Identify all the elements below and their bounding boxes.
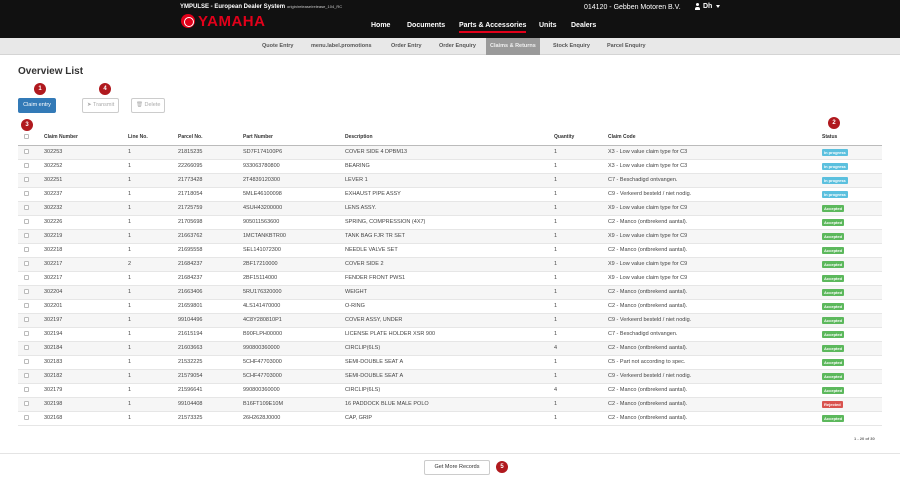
- line-no-cell: 1: [128, 243, 178, 257]
- quantity-cell: 4: [554, 341, 608, 355]
- status-cell: [822, 397, 882, 411]
- row-select-cell: [18, 145, 44, 159]
- claim-code-cell: X3 - Low value claim type for C3: [608, 145, 822, 159]
- description-cell: CIRCLIP(6LS): [345, 341, 554, 355]
- claim-number-cell: 302194: [44, 327, 128, 341]
- row-select-cell: [18, 229, 44, 243]
- claim-code-cell: C2 - Manco (ontbrekend aantal).: [608, 243, 822, 257]
- caret-down-icon: [716, 5, 720, 8]
- description-cell: CAP, GRIP: [345, 411, 554, 425]
- parcel-no-cell: 21684237: [178, 257, 243, 271]
- status-badge: In progress: [824, 177, 846, 183]
- status-badge: Accepted: [824, 275, 843, 281]
- claim-code-cell: X3 - Low value claim type for C3: [608, 159, 822, 173]
- row-checkbox[interactable]: [24, 261, 29, 266]
- part-number-cell: 4SUH43200000: [243, 201, 345, 215]
- parcel-no-cell: 21659801: [178, 299, 243, 313]
- select-all-cell: [18, 130, 44, 145]
- status-badge: Accepted: [824, 331, 843, 337]
- claim-code-cell: C9 - Verkeerd besteld / niet nodig.: [608, 369, 822, 383]
- claim-code-cell: X9 - Low value claim type for C9: [608, 257, 822, 271]
- table-row[interactable]: [18, 355, 882, 369]
- row-checkbox[interactable]: [24, 177, 29, 182]
- table-row[interactable]: [18, 299, 882, 313]
- trash-icon: 🗑: [136, 102, 145, 108]
- status-cell: [822, 229, 882, 243]
- page-title: Overview List: [18, 66, 84, 77]
- transmit-button[interactable]: [82, 98, 119, 113]
- line-no-cell: 1: [128, 271, 178, 285]
- claim-number-cell: 302201: [44, 299, 128, 313]
- line-no-cell: 1: [128, 145, 178, 159]
- version-label: origin/release/release_104_RC: [287, 4, 343, 9]
- description-cell: FENDER FRONT PWS1: [345, 271, 554, 285]
- dealer-info: 014120 - Gebben Motoren B.V.: [584, 4, 681, 11]
- col-claim-code[interactable]: Claim Code: [608, 130, 822, 145]
- claim-number-cell: 302179: [44, 383, 128, 397]
- part-number-cell: 5CHF47703000: [243, 355, 345, 369]
- claim-code-cell: C2 - Manco (ontbrekend aantal).: [608, 285, 822, 299]
- row-checkbox[interactable]: [24, 219, 29, 224]
- parcel-no-cell: 21705698: [178, 215, 243, 229]
- status-cell: [822, 159, 882, 173]
- description-cell: SEMI-DOUBLE SEAT A: [345, 369, 554, 383]
- subnav-promotions[interactable]: menu.label.promotions: [311, 43, 372, 49]
- description-cell: SEMI-DOUBLE SEAT A: [345, 355, 554, 369]
- table-row[interactable]: [18, 257, 882, 271]
- row-checkbox[interactable]: [24, 303, 29, 308]
- table-row[interactable]: [18, 271, 882, 285]
- parcel-no-cell: 99104496: [178, 313, 243, 327]
- parcel-no-cell: 21596641: [178, 383, 243, 397]
- parcel-no-cell: 21684237: [178, 271, 243, 285]
- part-number-cell: 905011563600: [243, 215, 345, 229]
- status-cell: [822, 313, 882, 327]
- table-row[interactable]: [18, 145, 882, 159]
- annotation-marker-4: 4: [99, 83, 111, 95]
- quantity-cell: 1: [554, 327, 608, 341]
- description-cell: TANK BAG FJR TR SET: [345, 229, 554, 243]
- quantity-cell: 1: [554, 159, 608, 173]
- brand-name: YAMAHA: [198, 12, 266, 30]
- annotation-marker-2: 2: [828, 117, 840, 129]
- status-cell: [822, 215, 882, 229]
- row-select-cell: [18, 257, 44, 271]
- status-badge: Accepted: [824, 373, 843, 379]
- part-number-cell: 26H2628J0000: [243, 411, 345, 425]
- yamaha-logo[interactable]: [181, 13, 265, 29]
- row-checkbox[interactable]: [24, 401, 29, 406]
- table-row[interactable]: [18, 341, 882, 355]
- description-cell: COVER SIDE 2: [345, 257, 554, 271]
- status-badge: In progress: [824, 149, 846, 155]
- row-select-cell: [18, 355, 44, 369]
- quantity-cell: 1: [554, 173, 608, 187]
- description-cell: WEIGHT: [345, 285, 554, 299]
- row-checkbox[interactable]: [24, 233, 29, 238]
- col-status[interactable]: Status: [822, 130, 882, 145]
- part-number-cell: 5CHF47703000: [243, 369, 345, 383]
- line-no-cell: 1: [128, 285, 178, 299]
- status-badge: Accepted: [824, 233, 843, 239]
- claim-code-cell: C5 - Part not according to spec.: [608, 355, 822, 369]
- claim-code-cell: X9 - Low value claim type for C9: [608, 229, 822, 243]
- table-row[interactable]: [18, 285, 882, 299]
- col-line-no[interactable]: Line No.: [128, 130, 178, 145]
- line-no-cell: 1: [128, 397, 178, 411]
- table-header-row: [18, 130, 882, 145]
- line-no-cell: 1: [128, 187, 178, 201]
- status-cell: [822, 173, 882, 187]
- part-number-cell: 2BF15114000: [243, 271, 345, 285]
- row-select-cell: [18, 285, 44, 299]
- col-description[interactable]: Description: [345, 130, 554, 145]
- parcel-no-cell: 21573325: [178, 411, 243, 425]
- status-badge: Accepted: [824, 247, 843, 253]
- status-cell: [822, 383, 882, 397]
- claim-code-cell: C2 - Manco (ontbrekend aantal).: [608, 215, 822, 229]
- row-checkbox[interactable]: [24, 415, 29, 420]
- subnav-order-entry[interactable]: Order Entry: [391, 43, 422, 49]
- row-checkbox[interactable]: [24, 191, 29, 196]
- description-cell: O-RING: [345, 299, 554, 313]
- claim-code-cell: C2 - Manco (ontbrekend aantal).: [608, 383, 822, 397]
- parcel-no-cell: 21773428: [178, 173, 243, 187]
- row-select-cell: [18, 313, 44, 327]
- row-select-cell: [18, 243, 44, 257]
- quantity-cell: 1: [554, 215, 608, 229]
- part-number-cell: 2BF17210000: [243, 257, 345, 271]
- row-select-cell: [18, 173, 44, 187]
- description-cell: SPRING, COMPRESSION (4X7): [345, 215, 554, 229]
- select-all-checkbox[interactable]: [24, 134, 29, 139]
- status-cell: [822, 299, 882, 313]
- claim-number-cell: 302237: [44, 187, 128, 201]
- status-cell: [822, 257, 882, 271]
- status-badge: Accepted: [824, 415, 843, 421]
- claim-code-cell: C9 - Verkeerd besteld / niet nodig.: [608, 313, 822, 327]
- user-menu[interactable]: [694, 3, 720, 10]
- line-no-cell: 1: [128, 229, 178, 243]
- row-select-cell: [18, 201, 44, 215]
- table-row[interactable]: [18, 369, 882, 383]
- description-cell: COVER ASSY, UNDER: [345, 313, 554, 327]
- claim-code-cell: X9 - Low value claim type for C9: [608, 271, 822, 285]
- claims-table: [18, 130, 882, 426]
- status-cell: [822, 369, 882, 383]
- row-checkbox[interactable]: [24, 373, 29, 378]
- table-row[interactable]: [18, 411, 882, 425]
- status-badge: Accepted: [824, 289, 843, 295]
- parcel-no-cell: 21532225: [178, 355, 243, 369]
- top-header: [0, 0, 900, 38]
- status-badge: Accepted: [824, 387, 843, 393]
- quantity-cell: 1: [554, 243, 608, 257]
- line-no-cell: 1: [128, 173, 178, 187]
- subnav-claims-returns[interactable]: Claims & Returns: [486, 38, 540, 55]
- claim-number-cell: 302218: [44, 243, 128, 257]
- claim-code-cell: C7 - Beschadigd ontvangen.: [608, 173, 822, 187]
- row-select-cell: [18, 187, 44, 201]
- annotation-marker-3: 3: [21, 119, 33, 131]
- status-badge: Accepted: [824, 219, 843, 225]
- claim-number-cell: 302217: [44, 257, 128, 271]
- row-select-cell: [18, 411, 44, 425]
- nav-parts-accessories[interactable]: Parts & Accessories: [459, 22, 526, 33]
- row-select-cell: [18, 341, 44, 355]
- description-cell: BEARING: [345, 159, 554, 173]
- description-cell: NEEDLE VALVE SET: [345, 243, 554, 257]
- part-number-cell: 5MLE46100098: [243, 187, 345, 201]
- annotation-marker-1: 1: [34, 83, 46, 95]
- status-badge: In progress: [824, 191, 846, 197]
- claim-number-cell: 302253: [44, 145, 128, 159]
- quantity-cell: 1: [554, 229, 608, 243]
- claim-number-cell: 302168: [44, 411, 128, 425]
- annotation-marker-5: 5: [496, 461, 508, 473]
- status-badge: Accepted: [824, 359, 843, 365]
- status-cell: [822, 327, 882, 341]
- status-badge: Accepted: [824, 345, 843, 351]
- user-icon: [694, 3, 701, 10]
- col-part-number[interactable]: Part Number: [243, 130, 345, 145]
- parcel-no-cell: 21725759: [178, 201, 243, 215]
- table-row[interactable]: [18, 173, 882, 187]
- quantity-cell: 1: [554, 299, 608, 313]
- nav-dealers[interactable]: Dealers: [571, 22, 597, 29]
- part-number-cell: 4C8Y280810P1: [243, 313, 345, 327]
- delete-label: Delete: [144, 102, 161, 108]
- status-cell: [822, 187, 882, 201]
- description-cell: CIRCLIP(6LS): [345, 383, 554, 397]
- claim-number-cell: 302226: [44, 215, 128, 229]
- status-cell: [822, 285, 882, 299]
- description-cell: EXHAUST PIPE ASSY: [345, 187, 554, 201]
- parcel-no-cell: 21718054: [178, 187, 243, 201]
- line-no-cell: 2: [128, 257, 178, 271]
- nav-documents[interactable]: Documents: [407, 22, 446, 29]
- status-cell: [822, 145, 882, 159]
- quantity-cell: 1: [554, 397, 608, 411]
- parcel-no-cell: 21579054: [178, 369, 243, 383]
- user-name: Dh: [703, 3, 713, 10]
- claim-code-cell: C9 - Verkeerd besteld / niet nodig.: [608, 187, 822, 201]
- part-number-cell: 4LS141470000: [243, 299, 345, 313]
- claim-number-cell: 302217: [44, 271, 128, 285]
- claim-number-cell: 302219: [44, 229, 128, 243]
- quantity-cell: 1: [554, 355, 608, 369]
- claim-number-cell: 302251: [44, 173, 128, 187]
- status-badge: Accepted: [824, 303, 843, 309]
- table-row[interactable]: [18, 229, 882, 243]
- claim-code-cell: C7 - Beschadigd ontvangen.: [608, 327, 822, 341]
- row-checkbox[interactable]: [24, 289, 29, 294]
- row-select-cell: [18, 159, 44, 173]
- part-number-cell: B16FT109E10M: [243, 397, 345, 411]
- line-no-cell: 1: [128, 159, 178, 173]
- table-row[interactable]: [18, 313, 882, 327]
- claim-number-cell: 302184: [44, 341, 128, 355]
- row-checkbox[interactable]: [24, 359, 29, 364]
- row-select-cell: [18, 271, 44, 285]
- row-select-cell: [18, 383, 44, 397]
- line-no-cell: 1: [128, 355, 178, 369]
- table-row[interactable]: [18, 383, 882, 397]
- system-title: YMPULSE - European Dealer System origin/release/release_104_RC: [180, 4, 343, 10]
- quantity-cell: 1: [554, 271, 608, 285]
- col-claim-number[interactable]: Claim Number: [44, 130, 128, 145]
- quantity-cell: 1: [554, 201, 608, 215]
- quantity-cell: 1: [554, 411, 608, 425]
- status-badge: Accepted: [824, 261, 843, 267]
- row-checkbox[interactable]: [24, 205, 29, 210]
- sub-nav: [0, 38, 900, 55]
- col-parcel-no[interactable]: Parcel No.: [178, 130, 243, 145]
- delete-button[interactable]: [131, 98, 165, 113]
- part-number-cell: 5RU176320000: [243, 285, 345, 299]
- transmit-label: Transmit: [93, 102, 115, 108]
- nav-units[interactable]: Units: [539, 22, 557, 29]
- parcel-no-cell: 22266095: [178, 159, 243, 173]
- status-badge: Accepted: [824, 317, 843, 323]
- description-cell: LEVER 1: [345, 173, 554, 187]
- line-no-cell: 1: [128, 411, 178, 425]
- claim-code-cell: C2 - Manco (ontbrekend aantal).: [608, 411, 822, 425]
- status-cell: [822, 243, 882, 257]
- send-icon: ➤: [87, 102, 94, 108]
- claim-number-cell: 302204: [44, 285, 128, 299]
- part-number-cell: 933063780800: [243, 159, 345, 173]
- part-number-cell: SD7F174100P6: [243, 145, 345, 159]
- line-no-cell: 1: [128, 313, 178, 327]
- quantity-cell: 1: [554, 145, 608, 159]
- claim-number-cell: 302252: [44, 159, 128, 173]
- row-select-cell: [18, 299, 44, 313]
- status-cell: [822, 411, 882, 425]
- status-badge: Rejected: [824, 401, 841, 407]
- row-select-cell: [18, 327, 44, 341]
- quantity-cell: 1: [554, 257, 608, 271]
- claim-number-cell: 302183: [44, 355, 128, 369]
- claim-code-cell: C2 - Manco (ontbrekend aantal).: [608, 341, 822, 355]
- table-row[interactable]: [18, 243, 882, 257]
- row-select-cell: [18, 215, 44, 229]
- part-number-cell: B90FLPH00000: [243, 327, 345, 341]
- claim-number-cell: 302197: [44, 313, 128, 327]
- part-number-cell: 2T4839120300: [243, 173, 345, 187]
- subnav-quote-entry[interactable]: Quote Entry: [262, 43, 294, 49]
- status-cell: [822, 201, 882, 215]
- row-checkbox[interactable]: [24, 345, 29, 350]
- status-cell: [822, 341, 882, 355]
- claim-entry-button[interactable]: Claim entry: [18, 98, 56, 113]
- status-badge: In progress: [824, 163, 846, 169]
- row-checkbox[interactable]: [24, 387, 29, 392]
- status-badge: Accepted: [824, 205, 843, 211]
- line-no-cell: 1: [128, 369, 178, 383]
- quantity-cell: 1: [554, 313, 608, 327]
- table-row[interactable]: [18, 159, 882, 173]
- row-select-cell: [18, 369, 44, 383]
- claim-code-cell: C2 - Manco (ontbrekend aantal).: [608, 299, 822, 313]
- line-no-cell: 1: [128, 383, 178, 397]
- table-row[interactable]: [18, 187, 882, 201]
- table-row[interactable]: [18, 215, 882, 229]
- row-checkbox[interactable]: [24, 331, 29, 336]
- description-cell: COVER SIDE 4 DPBM13: [345, 145, 554, 159]
- part-number-cell: 990800360000: [243, 383, 345, 397]
- quantity-cell: 4: [554, 383, 608, 397]
- parcel-no-cell: 21695558: [178, 243, 243, 257]
- row-checkbox[interactable]: [24, 247, 29, 252]
- line-no-cell: 1: [128, 215, 178, 229]
- table-row[interactable]: [18, 327, 882, 341]
- part-number-cell: 1MCTANKBTR00: [243, 229, 345, 243]
- row-checkbox[interactable]: [24, 317, 29, 322]
- description-cell: 16 PADDOCK BLUE MALE POLO: [345, 397, 554, 411]
- subnav-parcel-enquiry[interactable]: Parcel Enquiry: [607, 43, 646, 49]
- row-select-cell: [18, 397, 44, 411]
- line-no-cell: 1: [128, 327, 178, 341]
- quantity-cell: 1: [554, 285, 608, 299]
- tuning-fork-emblem-icon: [181, 14, 195, 28]
- get-more-records-button[interactable]: Get More Records: [424, 460, 490, 475]
- nav-home[interactable]: Home: [371, 22, 391, 29]
- parcel-no-cell: 21663406: [178, 285, 243, 299]
- row-checkbox[interactable]: [24, 163, 29, 168]
- quantity-cell: 1: [554, 187, 608, 201]
- pagination-info: 1 - 20 of 30: [854, 436, 875, 441]
- row-checkbox[interactable]: [24, 149, 29, 154]
- line-no-cell: 1: [128, 201, 178, 215]
- parcel-no-cell: 21815235: [178, 145, 243, 159]
- description-cell: LENS ASSY.: [345, 201, 554, 215]
- col-quantity[interactable]: Quantity: [554, 130, 608, 145]
- status-cell: [822, 271, 882, 285]
- parcel-no-cell: 21603663: [178, 341, 243, 355]
- part-number-cell: 990800360000: [243, 341, 345, 355]
- subnav-stock-enquiry[interactable]: Stock Enquiry: [553, 43, 590, 49]
- row-checkbox[interactable]: [24, 275, 29, 280]
- part-number-cell: SEL141072300: [243, 243, 345, 257]
- claim-number-cell: 302232: [44, 201, 128, 215]
- claim-number-cell: 302182: [44, 369, 128, 383]
- quantity-cell: 1: [554, 369, 608, 383]
- table-row[interactable]: [18, 201, 882, 215]
- subnav-order-enquiry[interactable]: Order Enquiry: [439, 43, 476, 49]
- status-cell: [822, 355, 882, 369]
- line-no-cell: 1: [128, 299, 178, 313]
- parcel-no-cell: 21663762: [178, 229, 243, 243]
- table-row[interactable]: [18, 397, 882, 411]
- claim-number-cell: 302198: [44, 397, 128, 411]
- description-cell: LICENSE PLATE HOLDER XSR 900: [345, 327, 554, 341]
- parcel-no-cell: 99104408: [178, 397, 243, 411]
- parcel-no-cell: 21615194: [178, 327, 243, 341]
- claim-code-cell: C2 - Manco (ontbrekend aantal).: [608, 397, 822, 411]
- claim-code-cell: X9 - Low value claim type for C9: [608, 201, 822, 215]
- divider: [0, 453, 900, 454]
- line-no-cell: 1: [128, 341, 178, 355]
